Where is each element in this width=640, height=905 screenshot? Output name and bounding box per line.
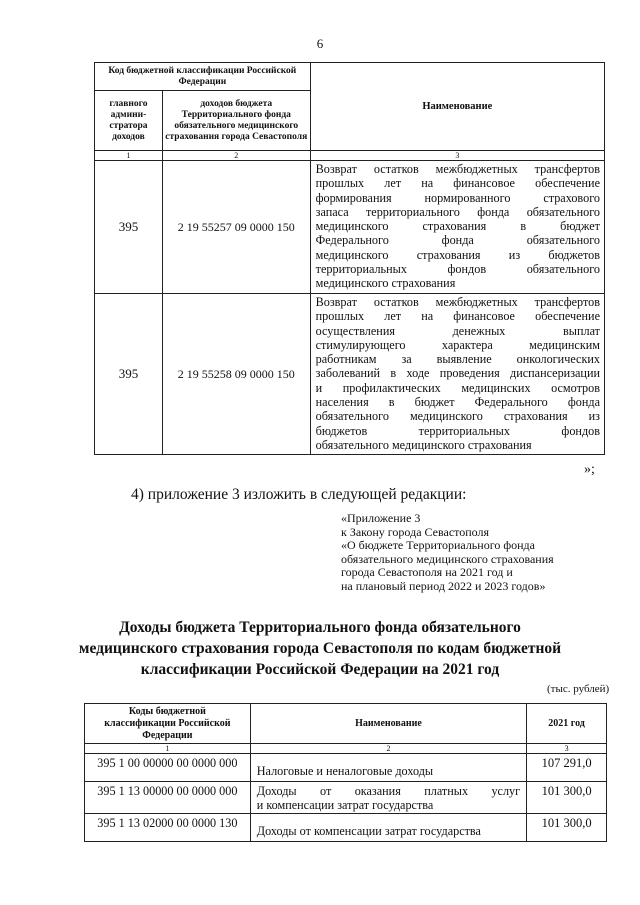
row-code: 395 1 13 02000 00 0000 130 [85,814,251,842]
row-value: 107 291,0 [527,754,607,782]
table-row [85,782,607,814]
appendix-header: «Приложение 3 к Закону города Севастополя «О бюджете Территориального фонда обязательного медицинского страхования города Севастополя на 2021 год и на плановый период 2022 и 2023 годов» [341,511,554,593]
row-description: Возврат остатков межбюджетных трансфертов прошлых лет на финансовое обеспечение осуществления денежных выплат стимулирующего характера медицинским работникам за выявление онкологических заболеваний в ходе проведения диспансеризации и профилактических медицинских осмотров населения в бюджет Федерального фонда обязательного медицинского страхования из бюджетов территориальных фондов обязательного медицинского страхования [310,294,604,455]
row-name: Доходы от компенсации затрат государства [250,814,526,842]
budget-codes-table [94,62,605,455]
units-label: (тыс. рублей) [547,683,610,695]
header-year: 2021 год [527,704,607,744]
income-table [84,703,607,842]
item-4-text: 4) приложение 3 изложить в следующей редакции: [131,486,467,503]
table-row [85,754,607,782]
row-value: 101 300,0 [527,782,607,814]
col-num: 1 [95,151,163,161]
row-name: Налоговые и неналоговые доходы [250,754,526,782]
section-title: Доходы бюджета Территориального фонда обязательного медицинского страхования города Севастополя по кодам бюджетной классификации Российской Федерации на 2021 год [78,619,562,678]
header-income: доходов бюджета Территориального фонда обязательного медицинского страхования города Севастополя [162,91,310,151]
row-code: 395 1 00 00000 00 0000 000 [85,754,251,782]
header-name: Наименование [250,704,526,744]
header-codes: Коды бюджетной классификации Российской Федерации [85,704,251,744]
row-description: Возврат остатков межбюджетных трансфертов прошлых лет на финансовое обеспечение формирования нормированного страхового запаса территориального фонда обязательного медицинского страхования в бюджет Федерального фонда обязательного медицинского страхования из бюджетов территориальных фондов обязательного медицинского страхования [310,161,604,294]
table-row [95,161,605,294]
admin-code: 395 [95,294,163,455]
closing-quote: »; [584,462,595,477]
admin-code: 395 [95,161,163,294]
row-name: Доходы от оказания платных услуг и компенсации затрат государства [250,782,526,814]
income-code: 2 19 55258 09 0000 150 [162,294,310,455]
header-admin: главного админи-стратора доходов [95,91,163,151]
col-num: 1 [85,744,251,754]
row-code: 395 1 13 00000 00 0000 000 [85,782,251,814]
col-num: 3 [527,744,607,754]
row-value: 101 300,0 [527,814,607,842]
col-num: 3 [310,151,604,161]
header-group: Код бюджетной классификации Российской Федерации [95,63,311,91]
col-num: 2 [162,151,310,161]
header-name: Наименование [310,63,604,151]
table-row [85,814,607,842]
income-code: 2 19 55257 09 0000 150 [162,161,310,294]
table-row [95,294,605,455]
page-number: 6 [316,36,324,51]
col-num: 2 [250,744,526,754]
